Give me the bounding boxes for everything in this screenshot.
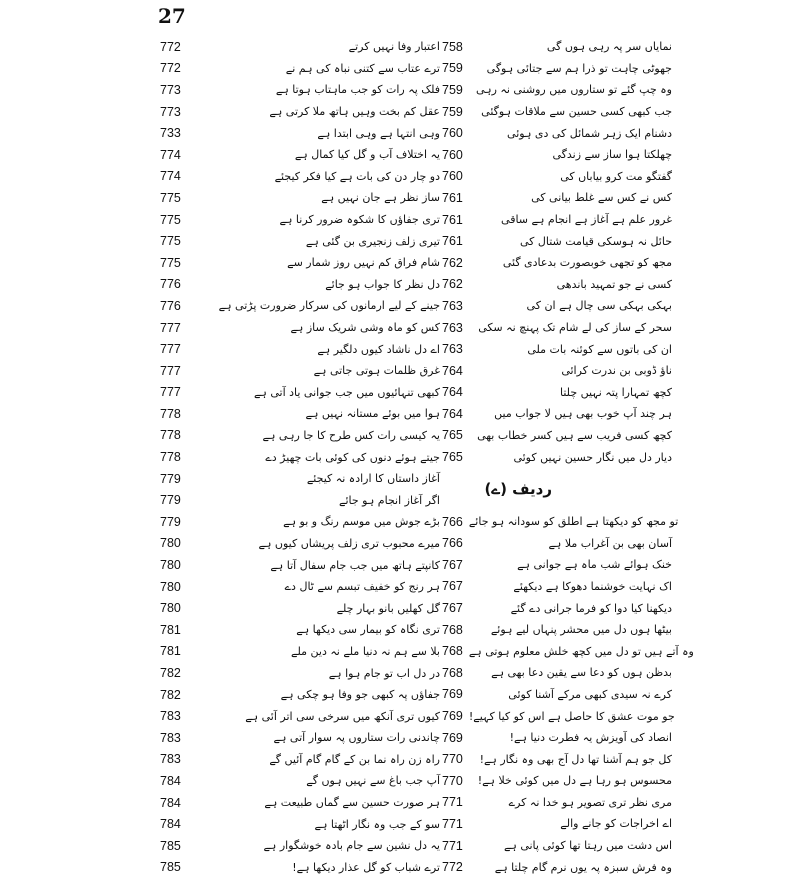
index-entry [442,856,672,878]
verse-first-line: انصاد کی آویزش یہ فطرت دنیا ہے! [509,731,672,745]
index-entry [160,857,440,878]
index-entry [160,749,440,771]
page-ref-number: 768 [442,622,463,637]
verse-first-line: دل نظر کا جواب ہو جائے [325,277,440,291]
index-entry [160,122,440,144]
page-ref-number: 772 [160,61,181,76]
page-ref-number: 759 [442,82,463,97]
index-entry [160,489,440,511]
page-ref-number: 781 [160,644,181,659]
verse-first-line: یہ دل نشین سے جام بادہ خوشگوار ہے [263,839,440,853]
verse-first-line: کسی نے جو تمہید باندھی [556,277,672,291]
verse-first-line: بڑے جوش میں موسم رنگ و بو ہے [283,515,440,529]
page-ref-number: 778 [160,428,181,443]
index-entry [442,79,672,101]
verse-first-line: خنک ہوائے شب ماہ ہے جوانی ہے [517,558,672,572]
index-entry [160,295,440,317]
page-ref-number: 785 [160,860,181,875]
index-entry [442,835,672,857]
page-ref-number: 780 [160,579,181,594]
page-number: 27 [158,4,186,28]
verse-first-line: غرق ظلمات ہوتی جاتی ہے [313,364,440,378]
page-ref-number: 777 [160,342,181,357]
verse-first-line: کیوں تری آنکھ میں سرخی سی اتر آئی ہے [245,709,440,723]
verse-first-line: راہ زن راہ نما بن کے گام گام آئیں گے [269,752,440,766]
index-entry [442,230,672,252]
index-entry [160,317,440,339]
verse-first-line: تیری زلف زنجیری بن گئی ہے [305,234,440,248]
index-entry [442,770,672,792]
page-ref-number: 733 [160,126,181,141]
page-ref-number: 774 [160,169,181,184]
page-ref-number: 763 [442,342,463,357]
page-ref-number: 780 [160,536,181,551]
index-entry [442,511,679,533]
index-entry [160,187,440,209]
page-ref-number: 771 [442,795,463,810]
page-ref-number: 764 [442,406,463,421]
verse-first-line: وہ آتے ہیں تو دل میں کچھ خلش معلوم ہوتی ہے [468,644,694,658]
page-ref-number: 762 [442,277,463,292]
verse-first-line: گل کھلیں بانو بہار چلے [336,601,440,615]
page-ref-number: 781 [160,622,181,637]
verse-first-line: مری نظر تری تصویر ہو خدا نہ کرے [508,795,672,809]
verse-first-line: ان کی باتوں سے کوئنہ بات ملی [527,342,672,356]
page-ref-number: 775 [160,255,181,270]
verse-first-line: ترے شباب کو گل عذار دیکھا ہے! [292,860,440,874]
page-ref-number: 776 [160,277,181,292]
index-entry [160,662,440,684]
verse-first-line: اک نہایت خوشنما دھوکا ہے دیکھئے [513,579,672,593]
index-entry [160,684,440,706]
verse-first-line: بہکی بہکی سی چال ہے ان کی [526,299,672,313]
page-ref-number: 765 [442,450,463,465]
index-entry [160,576,440,598]
verse-first-line: ہوا میں بوئے مستانہ نہیں ہے [305,407,440,421]
page-ref-number: 776 [160,298,181,313]
index-entry [160,641,440,663]
page-ref-number: 783 [160,709,181,724]
verse-first-line: اے اخراجات کو جانے والے [560,817,672,831]
verse-first-line: تو مجھ کو دیکھتا ہے اطلق کو سودانہ ہو جائے [468,515,679,529]
verse-first-line: آپ جب باغ سے نہیں ہوں گے [306,774,440,788]
page-ref-number: 771 [442,838,463,853]
section-header: ردیف (ے) [484,480,552,499]
index-entry [442,209,672,231]
page-ref-number: 780 [160,558,181,573]
page-ref-number: 785 [160,838,181,853]
page-ref-number: 765 [442,428,463,443]
page-ref-number: 771 [442,816,463,831]
index-entry [160,230,440,252]
index-entry [442,705,675,727]
index-entry [160,770,440,792]
page-ref-number: 759 [442,104,463,119]
index-entry [442,338,672,360]
index-entry [160,101,440,123]
index-entry [442,101,672,123]
index-entry [442,122,672,144]
page-ref-number: 770 [442,752,463,767]
verse-first-line: وہی انتہا ہے وہی ابتدا ہے [317,126,440,140]
page-ref-number: 768 [442,644,463,659]
verse-first-line: حائل نہ ہوسکی قیامت شتال کی [519,234,672,248]
page-ref-number: 773 [160,104,181,119]
verse-first-line: مجھ کو تجھی خوبصورت بدعادی گئی [502,256,672,270]
verse-first-line: سحر کے ساز کی لے شام تک پہنچ نہ سکی [478,321,672,335]
page-ref-number: 761 [442,190,463,205]
verse-first-line: کس نے کس سے غلط بیانی کی [531,191,672,205]
verse-first-line: جینے کے لیے ارمانوں کی سرکار ضرورت پڑتی ہے [218,299,440,313]
index-entry [160,446,440,468]
index-entry [160,835,440,857]
index-entry [160,36,440,58]
page-ref-number: 768 [442,665,463,680]
verse-first-line: چھلکتا ہوا ساز سے زندگی [552,148,672,162]
verse-first-line: دو چار دن کی بات ہے کیا فکر کیجئے [274,169,440,183]
page-ref-number: 759 [442,61,463,76]
index-entry [442,317,672,339]
verse-first-line: آسان بھی بن آغراب ملا ہے [548,536,672,550]
left-column [160,36,440,878]
page-ref-number: 775 [160,212,181,227]
verse-first-line: چاندنی رات ستاروں پہ سوار آتی ہے [273,731,440,745]
verse-first-line: دشنام ایک زہر شمائل کی دی ہوئی [507,126,672,140]
verse-first-line: محسوس ہو رہا ہے دل میں کوئی خلا ہے! [477,774,672,788]
right-column [442,36,694,878]
section-header-row [442,468,672,511]
page-ref-number: 772 [160,39,181,54]
index-entry [442,274,672,296]
index-entry [442,662,672,684]
verse-first-line: ہر رنج کو خفیف تبسم سے ٹال دے [284,580,440,594]
index-entry [442,554,672,576]
verse-first-line: گفتگو مت کرو بیاباں کی [560,169,672,183]
page-ref-number: 760 [442,147,463,162]
verse-first-line: کچھ تمہارا پتہ نہیں چلتا [560,385,672,399]
verse-first-line: جھوٹی چاہت تو ذرا ہم سے جتائی ہوگی [486,61,672,75]
verse-first-line: عقل کم بخت وہیں ہاتھ ملا کرتی ہے [269,105,440,119]
verse-first-line: کبھی تنہائیوں میں جب جوانی یاد آتی ہے [253,385,440,399]
verse-first-line: آغاز داستاں کا ارادہ نہ کیجئے [306,472,440,486]
verse-first-line: کرے نہ سیدی کبھی مرکے آشنا کوئی [508,687,672,701]
index-entry [160,166,440,188]
index-entry [160,533,440,555]
page-ref-number: 761 [442,234,463,249]
page-ref-number: 782 [160,687,181,702]
page-ref-number: 783 [160,752,181,767]
verse-first-line: ہر صورت حسین سے گماں طبیعت ہے [264,796,440,810]
verse-first-line: جفاؤں پہ کبھی جو وفا ہو چکی ہے [280,688,440,702]
verse-first-line: تری جفاؤں کا شکوہ ضرور کرنا ہے [279,213,440,227]
page-ref-number: 772 [442,860,463,875]
index-entry [442,36,672,58]
index-entry [442,684,672,706]
index-entry [442,144,672,166]
index-entry [442,619,672,641]
page-ref-number: 774 [160,147,181,162]
verse-first-line: کل جو ہم آشنا تھا دل آج بھی وہ نگار ہے! [479,752,672,766]
verse-first-line: جب کبھی کسی حسین سے ملاقات ہوگئی [481,105,672,119]
index-entry [160,252,440,274]
page-ref-number: 769 [442,730,463,745]
index-entry [160,468,440,490]
page-ref-number: 775 [160,234,181,249]
page-ref-number: 784 [160,795,181,810]
verse-first-line: وہ فرش سبزہ پہ یوں نرم گام چلتا ہے [494,860,672,874]
verse-first-line: بیٹھا ہوں دل میں محشر پنہاں لیے ہوئے [490,623,672,637]
page-ref-number: 784 [160,817,181,832]
index-entry [442,252,672,274]
index-entry [160,705,440,727]
index-entry [160,619,440,641]
page-ref-number: 769 [442,709,463,724]
page-ref-number: 777 [160,320,181,335]
verse-first-line: دیار دل میں نگار حسین نہیں کوئی [513,450,672,464]
page-ref-number: 767 [442,601,463,616]
index-entry [160,274,440,296]
index-entry [442,187,672,209]
right-column-top [442,36,672,468]
index-entry [442,597,672,619]
verse-first-line: اے دل ناشاد کیوں دلگیر ہے [317,342,440,356]
verse-first-line: نمایاں سر پہ رہی ہوں گی [546,40,672,54]
index-entry [442,576,672,598]
verse-first-line: شام فراق کم نہیں روز شمار سے [287,256,440,270]
index-entry [442,166,672,188]
index-entry [160,382,440,404]
verse-first-line: اعتبار وفا نہیں کرتے [348,40,440,54]
index-entry [442,813,672,835]
page-ref-number: 760 [442,169,463,184]
verse-first-line: در دل اب تو جام ہوا ہے [328,666,440,680]
page-ref-number: 763 [442,320,463,335]
verse-first-line: سو کے جب وہ نگار اٹھتا ہے [314,817,440,831]
index-entry [442,792,672,814]
verse-first-line: کانپتے ہاتھ میں جب جام سفال آتا ہے [270,558,440,572]
page-ref-number: 758 [442,39,463,54]
verse-first-line: میرے محبوب تری زلف پریشاں کیوں ہے [258,536,440,550]
verse-first-line: ناؤ ڈوبی بن ندرت کرائی [561,364,672,378]
page-ref-number: 784 [160,773,181,788]
index-entry [442,403,672,425]
page-ref-number: 775 [160,190,181,205]
page-ref-number: 767 [442,579,463,594]
page-ref-number: 778 [160,406,181,421]
index-entry [442,295,672,317]
page-ref-number: 773 [160,82,181,97]
page-ref-number: 762 [442,255,463,270]
index-entry [160,58,440,80]
index-entry [160,727,440,749]
index-entry [442,382,672,404]
index-entry [160,360,440,382]
verse-first-line: اگر آغاز انجام ہو جائے [339,493,440,507]
index-entry [442,360,672,382]
index-entry [442,446,672,468]
verse-first-line: کچھ کسی فریب سے ہیں کسر خطاب بھی [477,428,672,442]
page-ref-number: 761 [442,212,463,227]
page-ref-number: 779 [160,493,181,508]
verse-first-line: فلک پہ رات کو جب ماہتاب ہوتا ہے [275,83,440,97]
index-entry [160,209,440,231]
page-ref-number: 779 [160,471,181,486]
index-entry [160,144,440,166]
index-entry [160,425,440,447]
index-entry [442,727,672,749]
index-entry [442,532,672,554]
verse-first-line: بدظن ہوں کو دعا سے یقین دعا بھی ہے [491,666,672,680]
verse-first-line: تری نگاہ کو بیمار سی دیکھا ہے [296,623,440,637]
verse-first-line: دیکھنا کیا دوا کو فرما جرانی دے گئے [510,601,672,615]
index-entry [442,640,694,662]
verse-first-line: ساز نظر ہے جان نہیں ہے [321,191,440,205]
page-ref-number: 777 [160,385,181,400]
page-ref-number: 769 [442,687,463,702]
index-entry [160,338,440,360]
index-entry [442,425,672,447]
index-entry [160,554,440,576]
page-ref-number: 782 [160,666,181,681]
page-ref-number: 764 [442,385,463,400]
page-ref-number: 778 [160,450,181,465]
page-ref-number: 779 [160,514,181,529]
page-ref-number: 763 [442,298,463,313]
verse-first-line: بلا سے ہم نہ دنیا ملے نہ دین ملے [291,644,440,658]
index-entry [160,79,440,101]
index-entry [442,748,672,770]
page-ref-number: 760 [442,126,463,141]
verse-first-line: یہ اختلاف آب و گل کیا کمال ہے [294,148,440,162]
verse-first-line: ہر چند آپ خوب بھی ہیں لا جواب میں [494,407,672,421]
page-ref-number: 783 [160,730,181,745]
verse-first-line: جو موت عشق کا حاصل ہے اس کو کیا کہیے! [468,709,675,723]
index-entry [160,403,440,425]
index-entry [160,597,440,619]
verse-first-line: جیتے ہوئے دنوں کی کوئی بات چھیڑ دے [265,450,440,464]
verse-first-line: یہ کیسی رات کس طرح کا جا رہی ہے [262,428,440,442]
verse-first-line: اس دشت میں رہتا تھا کوئی پانی ہے [503,839,672,853]
verse-first-line: کس کو ماہ وشی شریک ساز ہے [290,321,440,335]
page-ref-number: 764 [442,363,463,378]
page-ref-number: 766 [442,514,463,529]
verse-first-line: وہ چپ گئے تو ستاروں میں روشنی نہ رہی [475,83,672,97]
page-ref-number: 770 [442,773,463,788]
page-ref-number: 767 [442,557,463,572]
index-entry [160,813,440,835]
index-entry [442,58,672,80]
page-ref-number: 780 [160,601,181,616]
right-column-bottom [442,511,694,878]
page-ref-number: 766 [442,536,463,551]
verse-first-line: ترے عتاب سے کتنی نباہ کی ہم نے [285,61,440,75]
index-entry [160,792,440,814]
page-ref-number: 777 [160,363,181,378]
index-entry [160,511,440,533]
verse-first-line: غرور علم ہے آغاز ہے انجام ہے ساقی [501,213,672,227]
